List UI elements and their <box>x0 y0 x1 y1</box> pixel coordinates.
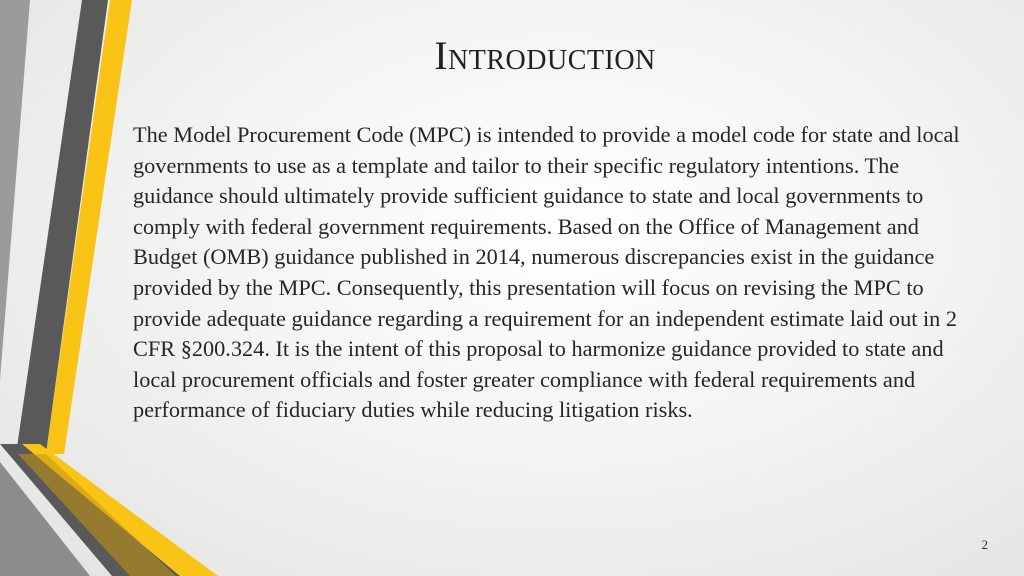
page-number: 2 <box>981 537 988 552</box>
stripe-light-gray <box>0 0 30 380</box>
slide-body-text: The Model Procurement Code (MPC) is intended to provide a model code for state and local governments to use as a template and tailor to their specific regulatory intentions. The guidance should ultimately provide sufficient guidance to state and local governments to comply with federal government requirements. Based on the Office of Management and Budget (OMB) guidance published in 2014, numerous discrepancies exist in the guidance provided by the MPC. Consequently, this presentation will focus on revising the MPC to provide adequate guidance regarding a requirement for an independent estimate laid out in 2 CFR §200.324. It is the intent of this proposal to harmonize guidance provided to state and local procurement officials and foster greater compliance with federal requirements and performance of fiduciary duties while reducing litigation risks. <box>133 122 960 423</box>
slide-title: Introduction <box>434 33 656 78</box>
